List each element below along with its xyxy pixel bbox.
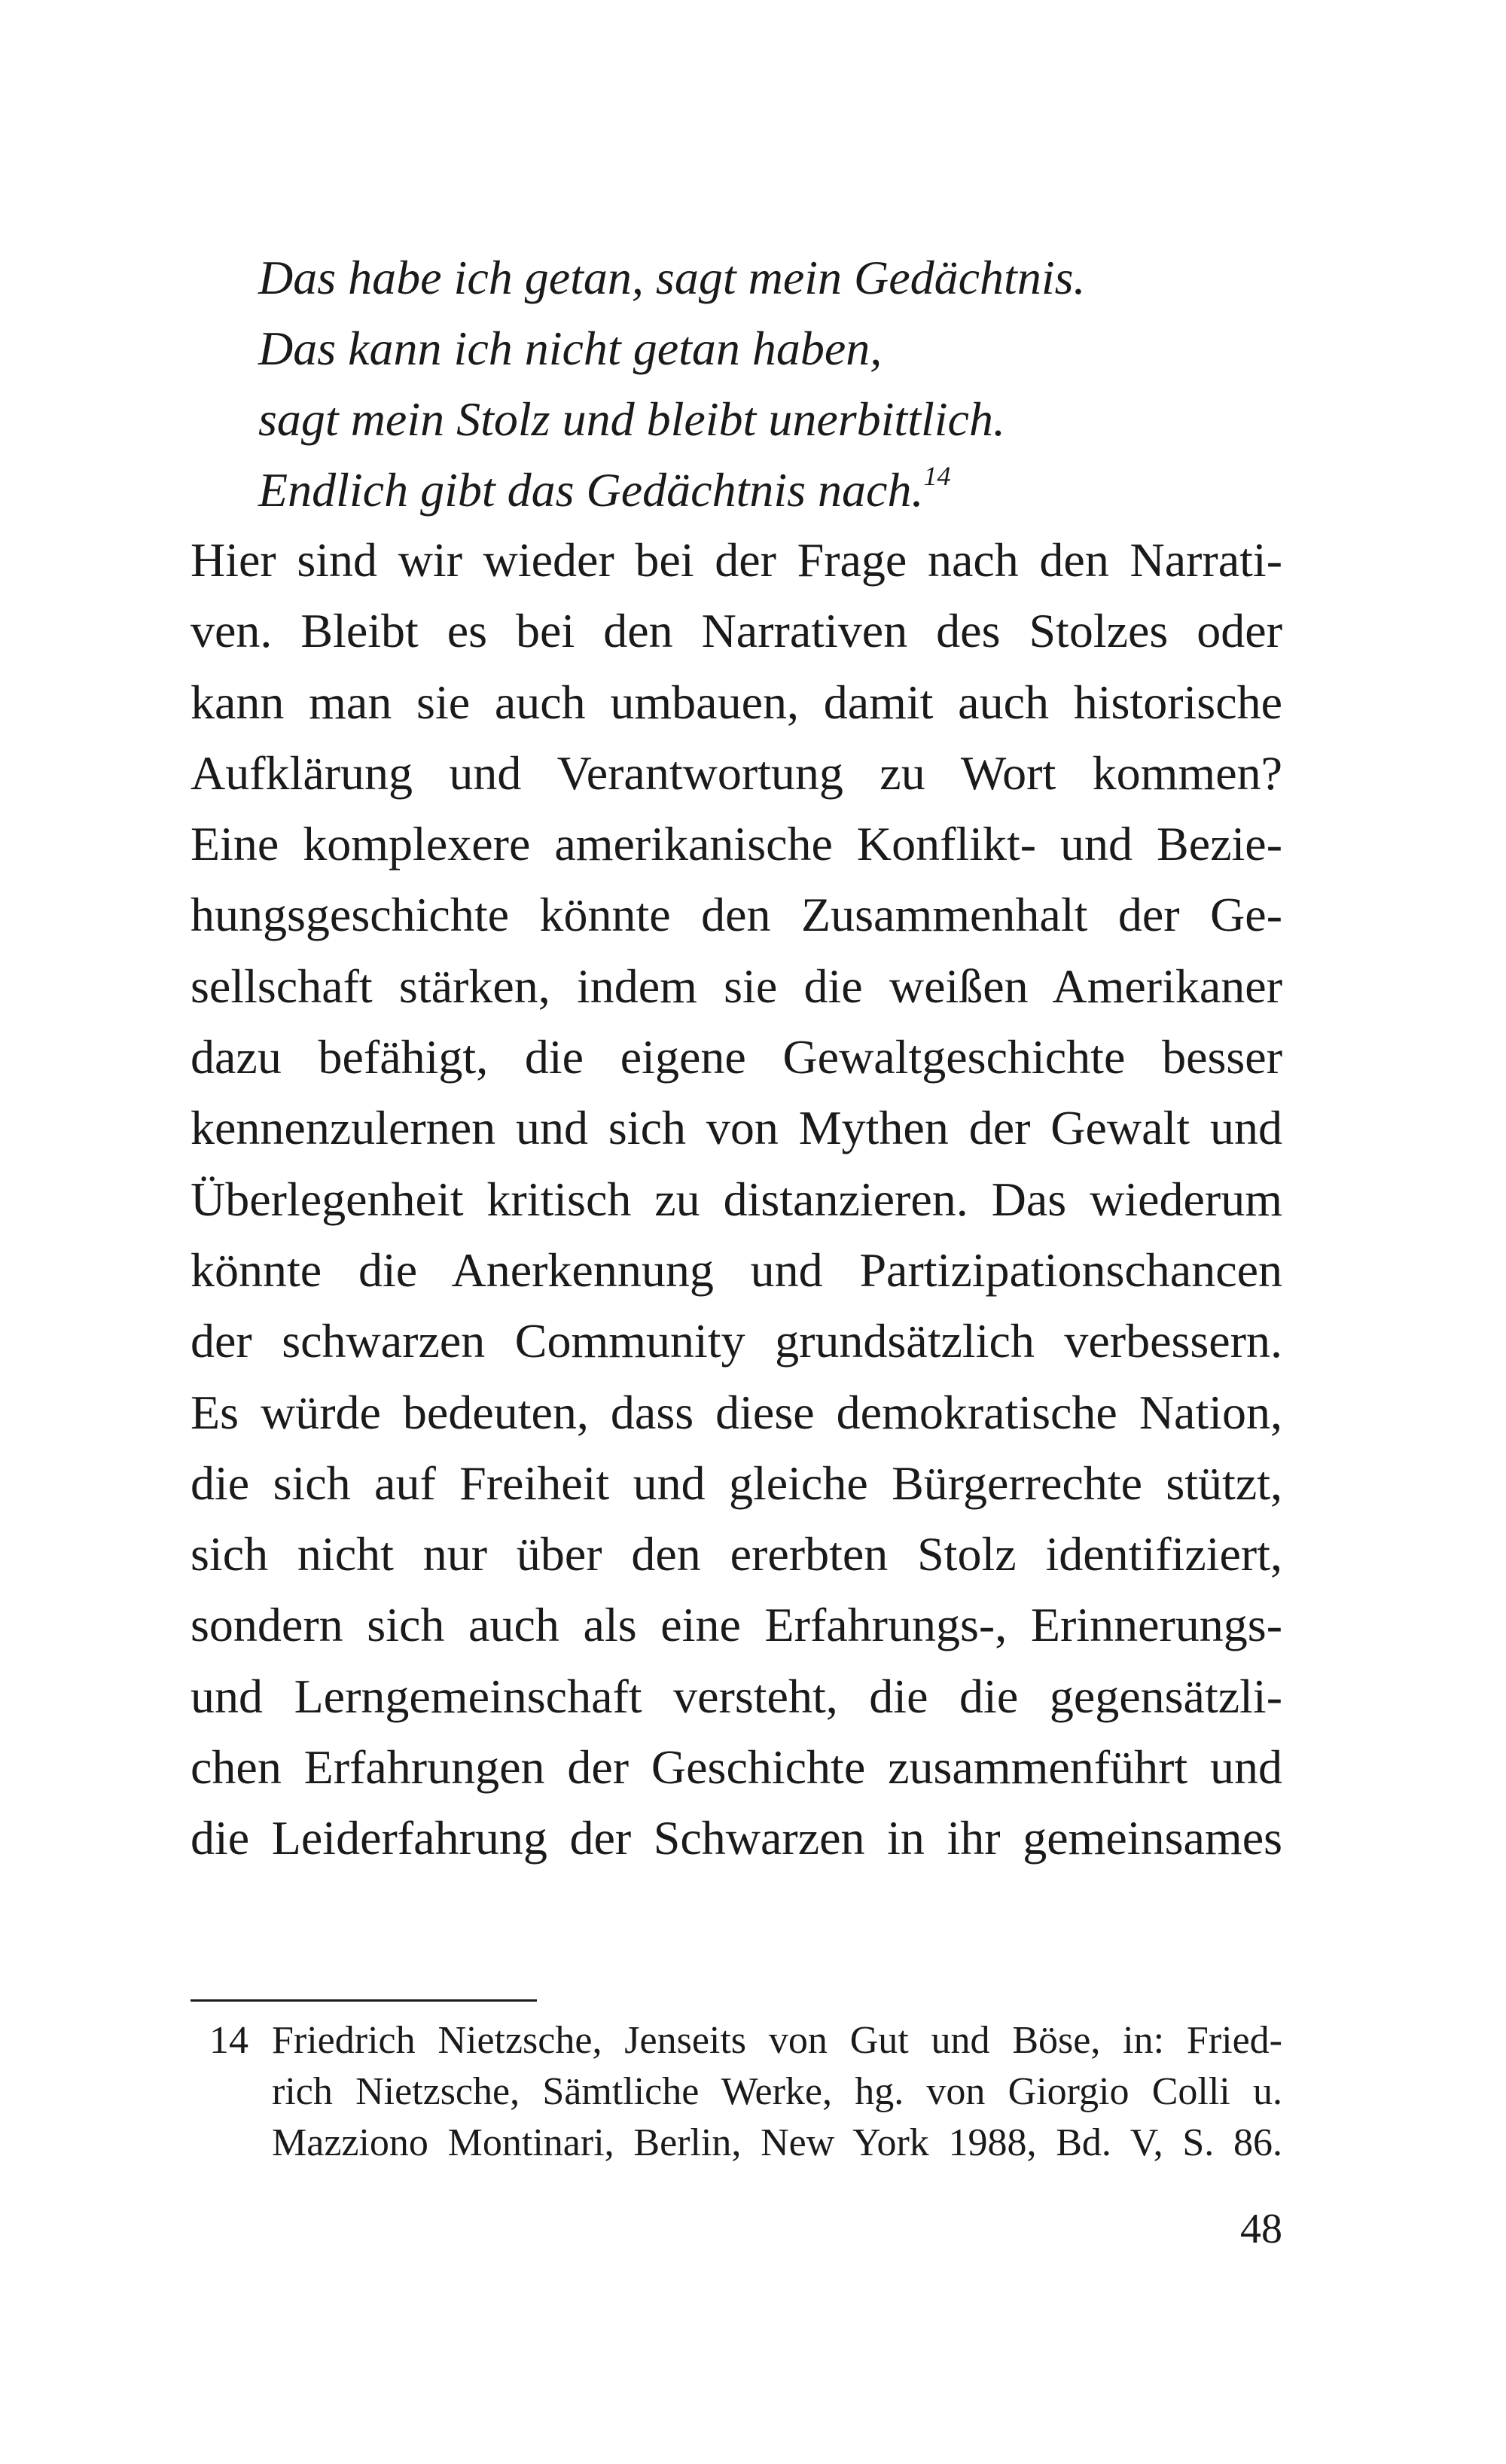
body-paragraph [191, 525, 1282, 1874]
text-line: dazu befähigt, die eigene Gewaltgeschichte besser [191, 1030, 1282, 1084]
text-line: kann man sie auch umbauen, damit auch historische [191, 675, 1282, 729]
poem-line-last [258, 455, 1086, 526]
poem-line: Endlich gibt das Gedächtnis nach. [258, 463, 924, 517]
text-line: die sich auf Freiheit und gleiche Bürgerrechte stützt, [191, 1456, 1282, 1510]
text-line: hungsgeschichte könnte den Zusammenhalt der Ge- [191, 888, 1282, 942]
text-line: sondern sich auch als eine Erfahrungs-, Erinnerungs- [191, 1598, 1282, 1652]
text-line: sich nicht nur über den ererbten Stolz identifiziert, [191, 1527, 1282, 1581]
footnote-divider [191, 1999, 537, 2002]
text-line: sellschaft stärken, indem sie die weißen Amerikaner [191, 959, 1282, 1013]
text-line: ven. Bleibt es bei den Narrativen des Stolzes oder [191, 604, 1282, 658]
poem-line: sagt mein Stolz und bleibt unerbittlich. [258, 392, 1005, 446]
poem-quote [258, 242, 1086, 526]
poem-line: Das kann ich nicht getan haben, [258, 322, 883, 375]
text-line: Überlegenheit kritisch zu distanzieren. Das wiederum [191, 1172, 1282, 1226]
footnote-text [272, 2015, 1282, 2169]
text-line: und Lerngemeinschaft versteht, die die gegensätzli- [191, 1669, 1282, 1723]
footnote-line: rich Nietzsche, Sämtliche Werke, hg. von Giorgio Colli u. [272, 2070, 1282, 2113]
footnote-reference[interactable]: 14 [923, 461, 951, 491]
text-line: kennenzulernen und sich von Mythen der Gewalt und [191, 1101, 1282, 1155]
text-line: der schwarzen Community grundsätzlich verbessern. [191, 1314, 1282, 1368]
footnote-line: Mazziono Montinari, Berlin, New York 1988, Bd. V, S. 86. [272, 2121, 1282, 2164]
text-line: Aufklärung und Verantwortung zu Wort kommen? [191, 746, 1282, 800]
text-line: könnte die Anerkennung und Partizipationschancen [191, 1243, 1282, 1297]
poem-line: Das habe ich getan, sagt mein Gedächtnis. [258, 251, 1086, 304]
text-line: Eine komplexere amerikanische Konflikt- und Bezie- [191, 817, 1282, 871]
text-line: die Leiderfahrung der Schwarzen in ihr gemeinsames [191, 1811, 1282, 1865]
text-line: Es würde bedeuten, dass diese demokratische Nation, [191, 1385, 1282, 1439]
text-line: Hier sind wir wieder bei der Frage nach den Narrati- [191, 533, 1282, 587]
footnote-line: Friedrich Nietzsche, Jenseits von Gut und Böse, in: Fried- [272, 2019, 1282, 2062]
text-line: chen Erfahrungen der Geschichte zusammenführt und [191, 1740, 1282, 1795]
page-number: 48 [1240, 2206, 1282, 2252]
footnote-number: 14 [209, 2019, 248, 2062]
